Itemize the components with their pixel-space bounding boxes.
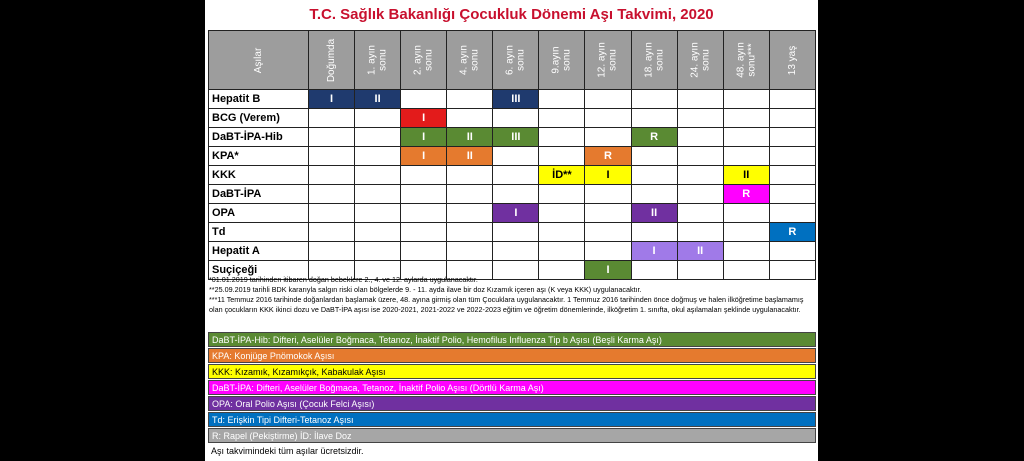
empty-cell <box>631 147 677 166</box>
dose-cell: I <box>585 261 631 280</box>
dose-cell: R <box>585 147 631 166</box>
empty-cell <box>631 109 677 128</box>
page-title: T.C. Sağlık Bakanlığı Çocukluk Dönemi Aşı Takvimi, 2020 <box>309 6 714 23</box>
empty-cell <box>309 242 355 261</box>
age-column-header <box>631 31 677 90</box>
empty-cell <box>585 109 631 128</box>
empty-cell <box>493 147 539 166</box>
empty-cell <box>631 223 677 242</box>
footnote: **25.09.2019 tarihli BDK kararıyla salgın riski olan bölgelerde 9. - 11. ayda ilave bir doz Kızamık içeren aşı (K veya KKK) uygulanacaktır. <box>209 285 642 294</box>
empty-cell <box>677 223 723 242</box>
age-column-header <box>309 31 355 90</box>
age-column-label: 1. ayın sonu <box>366 44 389 76</box>
dose-cell: II <box>447 147 493 166</box>
legend-item: KKK: Kızamık, Kızamıkçık, Kabakulak Aşısı <box>208 364 816 379</box>
empty-cell <box>309 166 355 185</box>
empty-cell <box>493 185 539 204</box>
vaccine-column-header <box>209 31 309 90</box>
empty-cell <box>723 223 769 242</box>
empty-cell <box>309 109 355 128</box>
dose-cell: İD** <box>539 166 585 185</box>
empty-cell <box>677 128 723 147</box>
empty-cell <box>355 109 401 128</box>
empty-cell <box>631 166 677 185</box>
vaccine-row <box>209 90 816 109</box>
empty-cell <box>539 109 585 128</box>
empty-cell <box>723 204 769 223</box>
age-column-label: 12. ayın sonu <box>597 42 620 78</box>
vaccine-name: BCG (Verem) <box>209 109 309 128</box>
dose-cell: R <box>769 223 815 242</box>
empty-cell <box>539 128 585 147</box>
empty-cell <box>677 185 723 204</box>
empty-cell <box>355 242 401 261</box>
empty-cell <box>539 90 585 109</box>
empty-cell <box>493 223 539 242</box>
dose-cell: I <box>401 128 447 147</box>
dose-cell: II <box>677 242 723 261</box>
dose-cell: I <box>401 147 447 166</box>
empty-cell <box>769 128 815 147</box>
empty-cell <box>447 166 493 185</box>
vaccine-column-label: Aşılar <box>253 47 264 73</box>
empty-cell <box>355 185 401 204</box>
footnote: ***11 Temmuz 2016 tarihinde doğanlardan başlamak üzere, 48. ayına girmiş olan tüm Çocuklara uygulanacaktır. 1 Temmuz 2016 tarihinden önce doğmuş ve halen ilköğretime başlamamış olan çocukların KKK ikinci dozu ve DaBT-İPA aşısı ise 2020-2021, 2021-2022 ve 2022-2023 eğitim ve öğretim dönemlerinde, ilköğretim 1. sınıfta, okul aşılamaları şeklinde uygulanacaktır. <box>209 295 804 314</box>
empty-cell <box>585 90 631 109</box>
empty-cell <box>447 185 493 204</box>
footer-note: Aşı takvimindeki tüm aşılar ücretsizdir. <box>211 446 364 456</box>
empty-cell <box>631 185 677 204</box>
age-column-label: 4. ayın sonu <box>458 44 481 76</box>
vaccine-row <box>209 128 816 147</box>
age-column-label: 48. ayın sonu*** <box>735 42 758 78</box>
empty-cell <box>447 242 493 261</box>
empty-cell <box>723 90 769 109</box>
empty-cell <box>309 185 355 204</box>
legend <box>208 332 816 444</box>
empty-cell <box>677 166 723 185</box>
age-column-header <box>769 31 815 90</box>
age-column-header <box>539 31 585 90</box>
empty-cell <box>401 204 447 223</box>
dose-cell: I <box>631 242 677 261</box>
age-column-header <box>677 31 723 90</box>
empty-cell <box>447 90 493 109</box>
legend-item: DaBT-İPA-Hib: Difteri, Aselüler Boğmaca, Tetanoz, İnaktif Polio, Hemofilus Influenza Tip b Aşısı (Beşli Karma Aşı) <box>208 332 816 347</box>
legend-item: R: Rapel (Pekiştirme) İD: İlave Doz <box>208 428 816 443</box>
empty-cell <box>769 242 815 261</box>
age-column-label: 18. ayın sonu <box>643 42 666 78</box>
empty-cell <box>677 204 723 223</box>
header-row <box>209 31 816 90</box>
empty-cell <box>401 242 447 261</box>
empty-cell <box>585 185 631 204</box>
empty-cell <box>309 204 355 223</box>
vaccine-name: OPA <box>209 204 309 223</box>
empty-cell <box>493 109 539 128</box>
vaccine-name: KKK <box>209 166 309 185</box>
footnotes <box>208 275 816 315</box>
empty-cell <box>401 223 447 242</box>
empty-cell <box>355 147 401 166</box>
empty-cell <box>539 185 585 204</box>
legend-item: Td: Erişkin Tipi Difteri-Tetanoz Aşısı <box>208 412 816 427</box>
vaccine-row <box>209 109 816 128</box>
age-column-label: 2. ayın sonu <box>412 44 435 76</box>
footnote: *01.01.2019 tarihinden itibaren doğan bebeklere 2., 4. ve 12. aylarda uygulanacaktır. <box>209 275 478 284</box>
empty-cell <box>355 128 401 147</box>
age-column-label: 6. ayın sonu <box>504 44 527 76</box>
age-column-label: 13 yaş <box>786 45 798 75</box>
age-column-header <box>447 31 493 90</box>
empty-cell <box>539 204 585 223</box>
empty-cell <box>723 109 769 128</box>
empty-cell <box>723 147 769 166</box>
schedule-body <box>209 90 816 280</box>
age-column-label: 24. ayın sonu <box>689 42 712 78</box>
empty-cell <box>309 147 355 166</box>
empty-cell <box>677 90 723 109</box>
empty-cell <box>585 242 631 261</box>
dose-cell: I <box>585 166 631 185</box>
vaccine-name: KPA* <box>209 147 309 166</box>
dose-cell: I <box>493 204 539 223</box>
vaccine-name: Suçiçeği <box>209 261 309 280</box>
empty-cell <box>355 204 401 223</box>
empty-cell <box>539 147 585 166</box>
empty-cell <box>769 185 815 204</box>
vaccine-row <box>209 185 816 204</box>
empty-cell <box>769 90 815 109</box>
age-column-header <box>355 31 401 90</box>
schedule-table <box>208 30 816 280</box>
vaccine-row <box>209 147 816 166</box>
empty-cell <box>769 204 815 223</box>
legend-item: OPA: Oral Polio Aşısı (Çocuk Felci Aşısı) <box>208 396 816 411</box>
dose-cell: II <box>631 204 677 223</box>
empty-cell <box>539 242 585 261</box>
age-column-label: 9.ayın sonu <box>550 46 573 74</box>
dose-cell: II <box>447 128 493 147</box>
empty-cell <box>309 128 355 147</box>
empty-cell <box>723 242 769 261</box>
empty-cell <box>493 242 539 261</box>
empty-cell <box>401 90 447 109</box>
vaccine-row <box>209 223 816 242</box>
vaccine-name: Hepatit A <box>209 242 309 261</box>
empty-cell <box>447 223 493 242</box>
vaccine-row <box>209 242 816 261</box>
dose-cell: R <box>723 185 769 204</box>
vaccine-row <box>209 204 816 223</box>
age-column-header <box>493 31 539 90</box>
age-column-header <box>401 31 447 90</box>
empty-cell <box>401 185 447 204</box>
vaccine-name: Td <box>209 223 309 242</box>
age-column-header <box>585 31 631 90</box>
dose-cell: R <box>631 128 677 147</box>
vaccine-name: DaBT-İPA <box>209 185 309 204</box>
vaccine-row <box>209 166 816 185</box>
empty-cell <box>539 223 585 242</box>
empty-cell <box>585 204 631 223</box>
age-column-label: Doğumda <box>326 38 338 82</box>
empty-cell <box>309 223 355 242</box>
empty-cell <box>585 223 631 242</box>
empty-cell <box>493 166 539 185</box>
empty-cell <box>769 109 815 128</box>
empty-cell <box>769 166 815 185</box>
empty-cell <box>677 109 723 128</box>
schedule-table-container <box>208 30 816 280</box>
empty-cell <box>631 90 677 109</box>
empty-cell <box>447 109 493 128</box>
empty-cell <box>723 128 769 147</box>
legend-item: KPA: Konjüge Pnömokok Aşısı <box>208 348 816 363</box>
empty-cell <box>401 166 447 185</box>
empty-cell <box>769 147 815 166</box>
empty-cell <box>677 147 723 166</box>
vaccine-name: Hepatit B <box>209 90 309 109</box>
empty-cell <box>585 128 631 147</box>
dose-cell: II <box>355 90 401 109</box>
empty-cell <box>447 204 493 223</box>
empty-cell <box>355 223 401 242</box>
schedule-sheet <box>205 0 818 461</box>
vaccine-name: DaBT-İPA-Hib <box>209 128 309 147</box>
empty-cell <box>355 166 401 185</box>
dose-cell: II <box>723 166 769 185</box>
dose-cell: III <box>493 90 539 109</box>
dose-cell: III <box>493 128 539 147</box>
legend-item: DaBT-İPA: Difteri, Aselüler Boğmaca, Tetanoz, İnaktif Polio Aşısı (Dörtlü Karma Aşı) <box>208 380 816 395</box>
dose-cell: I <box>401 109 447 128</box>
age-column-header <box>723 31 769 90</box>
dose-cell: I <box>309 90 355 109</box>
